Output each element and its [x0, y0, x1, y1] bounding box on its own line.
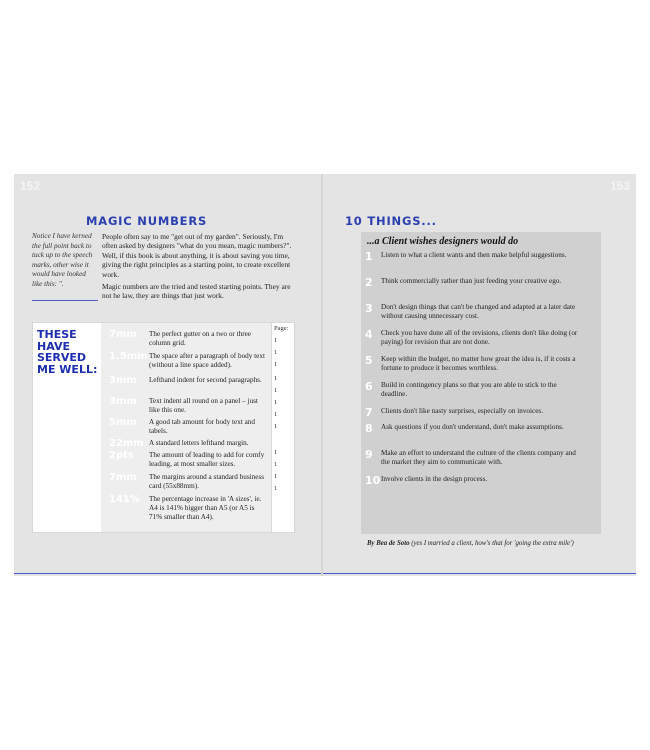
item-number: 2 — [365, 276, 373, 289]
signoff-note: (yes I married a client, how's that for 'going the extra mile') — [411, 540, 574, 547]
magic-numbers-panel — [32, 322, 273, 533]
magic-number-row — [109, 329, 269, 351]
row-amount: 2pts — [109, 450, 134, 461]
side-note: Notice I have kerned the full point back to tuck up to the speech marks, other wise it would have looked like this: ". — [32, 232, 93, 288]
row-description: The perfect gutter on a two or three column grid. — [149, 330, 251, 347]
page-reference-number: 1 — [274, 449, 278, 456]
item-number: 4 — [365, 328, 373, 341]
page-reference-number: 1 — [274, 423, 278, 430]
ten-things-subheading: ...a Client wishes designers would do — [367, 236, 519, 247]
right-page — [323, 174, 636, 576]
book-spread — [14, 174, 636, 576]
item-number: 10 — [365, 474, 381, 487]
magic-number-row — [109, 351, 269, 375]
row-description: Text indent all round on a panel – just like this one. — [149, 397, 258, 414]
row-amount: 7mm — [109, 472, 137, 483]
page-reference-number: 1 — [274, 485, 278, 492]
item-text: Think commercially rather than just feeding your creative ego. — [381, 277, 562, 285]
item-number: 9 — [365, 448, 373, 461]
magic-number-row — [109, 375, 269, 396]
page-reference-number: 1 — [274, 473, 278, 480]
row-amount: 5mm — [109, 417, 137, 428]
item-number: 3 — [365, 302, 373, 315]
row-amount: 141% — [109, 494, 140, 505]
signoff — [367, 540, 593, 549]
page-reference-number: 1 — [274, 337, 278, 344]
item-text: Make an effort to understand the culture of the clients company and the market they aim to communicate with. — [381, 449, 576, 467]
item-number: 1 — [365, 250, 373, 263]
magic-number-row — [109, 417, 269, 438]
page-reference-column — [271, 322, 295, 533]
magic-number-row — [109, 494, 269, 524]
item-text: Build in contingency plans so that you are able to stick to the deadline. — [381, 381, 557, 399]
row-amount: 7mm — [109, 329, 137, 340]
signoff-author: By Bea de Soto — [367, 540, 410, 547]
magic-number-row — [109, 438, 269, 450]
magic-number-row — [109, 472, 269, 494]
magic-number-rows — [109, 329, 269, 524]
row-amount: 22mm — [109, 438, 144, 449]
page-reference-number: 1 — [274, 387, 278, 394]
row-description: The space after a paragraph of body text (without a line space added). — [149, 352, 265, 369]
page-reference-number: 1 — [274, 361, 278, 368]
bottom-rule — [14, 573, 321, 574]
item-text: Involve clients in the design process. — [381, 475, 488, 483]
page-reference-header: Page: — [274, 325, 289, 332]
row-description: A standard letters lefthand margin. — [149, 439, 249, 447]
row-description: The margins around a standard business card (55x88mm). — [149, 473, 265, 490]
page-number-right: 153 — [609, 179, 630, 193]
page-reference-number: 1 — [274, 399, 278, 406]
item-text: Listen to what a client wants and then make helpful suggestions. — [381, 251, 567, 259]
magic-number-row — [109, 396, 269, 417]
item-text: Check you have done all of the revisions, clients don't like doing (or paying) for revision that are not done. — [381, 329, 578, 347]
intro-paragraph: Magic numbers are the tried and tested starting points. They are not he law, they are things that just work. — [102, 282, 291, 301]
item-text: Clients don't like nasty surprises, especially on invoices. — [381, 407, 543, 415]
page-reference-number: 1 — [274, 411, 278, 418]
row-amount: 3mm — [109, 375, 137, 386]
magic-numbers-heading: MAGIC NUMBERS — [86, 214, 208, 228]
panel-title-block — [33, 323, 101, 532]
magic-number-row — [109, 450, 269, 472]
ten-things-heading: 10 THINGS... — [345, 214, 437, 228]
page-reference-number: 1 — [274, 461, 278, 468]
ten-things-box — [361, 232, 601, 547]
side-note-rule — [32, 300, 98, 301]
row-description: The percentage increase in 'A sizes', ie. A4 is 141% bigger than A5 (or A5 is 71% smaller than A4). — [149, 495, 262, 521]
intro-paragraph: People often say to me "get out of my garden". Seriously, I'm often asked by designers "what do you mean, magic numbers?". Well, if this book is about anything, it is about saving you time, giving the right principles as a starting point, to create excellent work. — [102, 232, 292, 279]
page-number-left: 152 — [20, 179, 41, 193]
item-number: 6 — [365, 380, 373, 393]
item-number: 5 — [365, 354, 373, 367]
item-text: Keep within the budget, no matter how great the idea is, if it costs a fortune to produce it becomes worthless. — [381, 355, 576, 373]
row-amount: 1.5mm — [109, 351, 148, 362]
panel-title: THESE HAVE SERVED ME WELL: — [37, 328, 98, 376]
item-number: 7 — [365, 406, 373, 419]
item-number: 8 — [365, 422, 373, 435]
row-amount: 3mm — [109, 396, 137, 407]
bottom-rule — [323, 573, 636, 574]
page-reference-number: 1 — [274, 375, 278, 382]
intro-text — [102, 232, 298, 304]
left-page — [14, 174, 321, 576]
row-description: Lefthand indent for second paragraphs. — [149, 376, 262, 384]
item-text: Ask questions if you don't understand, don't make assumptions. — [381, 423, 564, 431]
page-reference-number: 1 — [274, 349, 278, 356]
row-description: The amount of leading to add for comfy leading, at most smaller sizes. — [149, 451, 265, 468]
item-text: Don't design things that can't be changed and adapted at a later date without causing unnecessary cost. — [381, 303, 576, 321]
row-description: A good tab amount for body text and tabels. — [149, 418, 255, 435]
